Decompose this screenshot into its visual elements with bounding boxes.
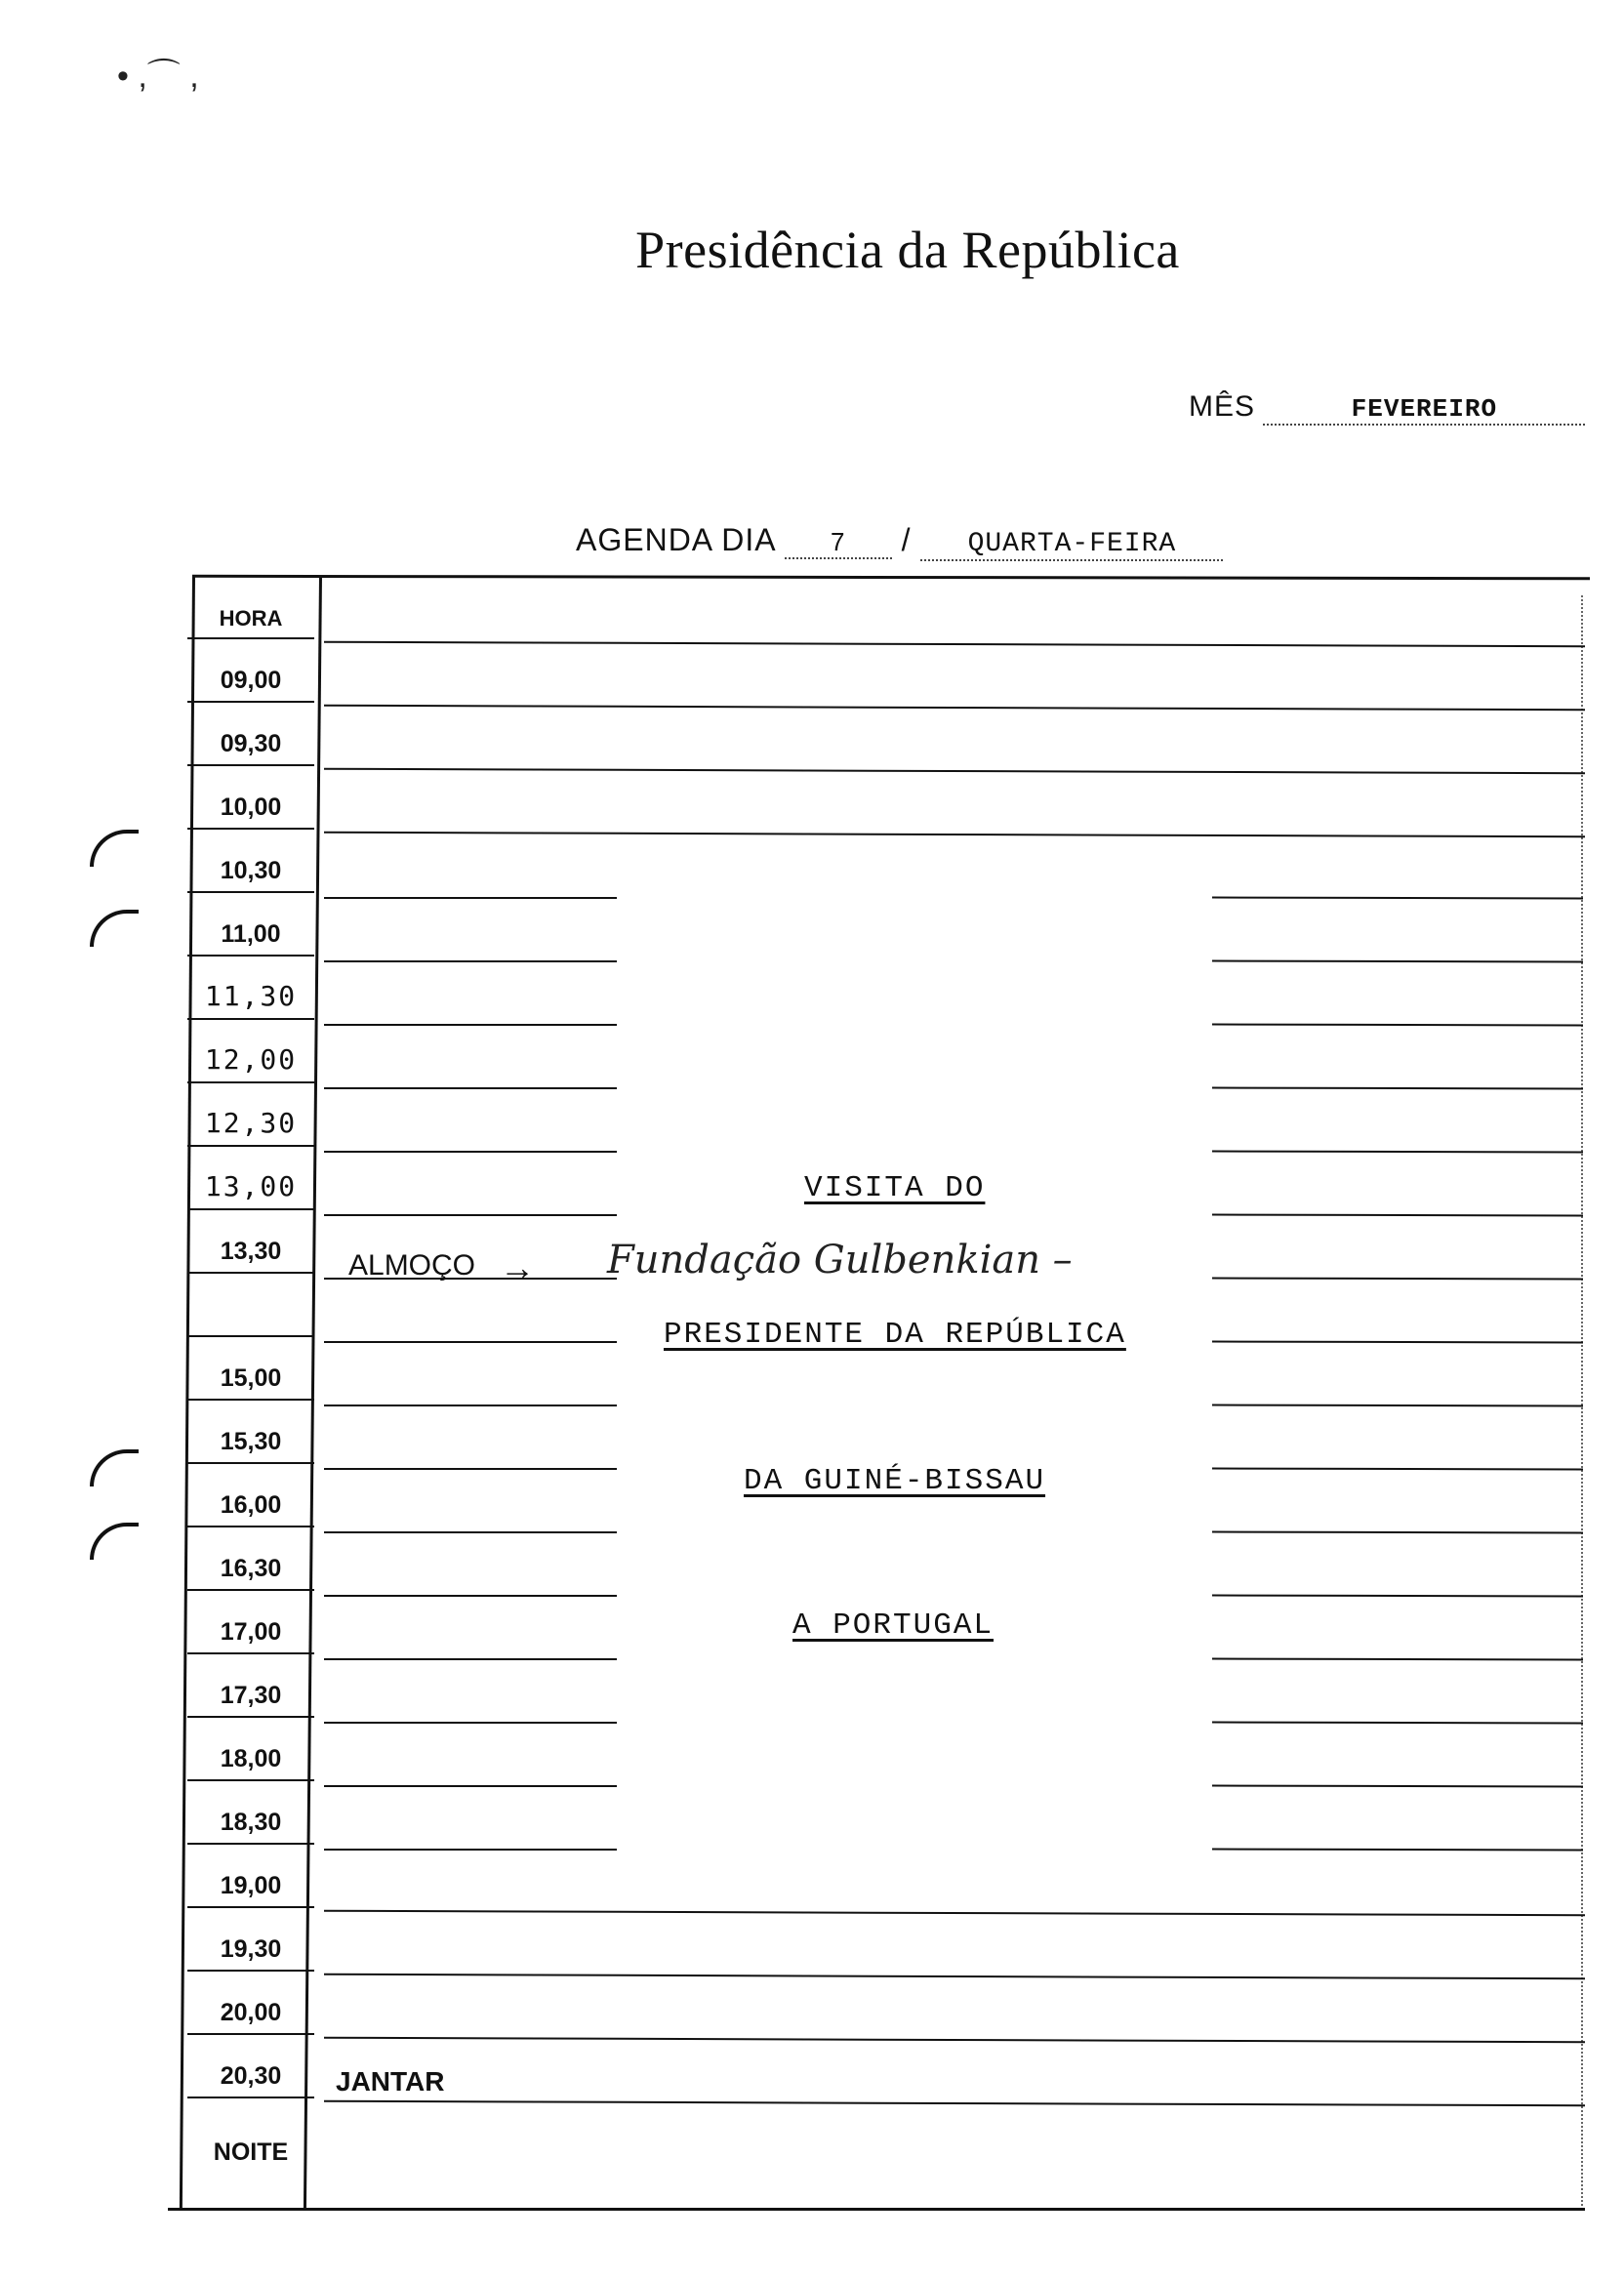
day-value: 7 — [785, 527, 892, 559]
month-label: MÊS — [1189, 390, 1256, 423]
binder-hole-mark — [90, 1523, 139, 1560]
time-label: 20,00 — [220, 1999, 282, 2026]
time-row — [168, 830, 1585, 893]
time-row — [168, 703, 1585, 766]
weekday-value: QUARTA-FEIRA — [920, 529, 1223, 561]
page-title: Presidência da República — [635, 221, 1180, 279]
agenda-label: AGENDA DIA — [576, 522, 775, 557]
binder-hole-mark — [90, 830, 139, 867]
time-row — [168, 766, 1585, 830]
time-label: 18,00 — [220, 1745, 282, 1772]
lunch-entry: ALMOÇO — [348, 1249, 476, 1282]
time-row — [168, 957, 1585, 1020]
time-label: 10,00 — [220, 794, 282, 821]
time-label: 18,30 — [220, 1809, 282, 1836]
time-row — [168, 1718, 1585, 1781]
time-label: 13,00 — [204, 1170, 298, 1202]
binder-hole-mark — [90, 1449, 139, 1486]
table-header-row — [168, 576, 1585, 639]
time-row — [168, 639, 1585, 703]
time-label: 13,30 — [220, 1238, 282, 1265]
time-row — [168, 1083, 1585, 1147]
handwritten-note: Fundação Gulbenkian – — [607, 1238, 1073, 1282]
margin-scribble: • ,⌒ , — [117, 58, 199, 95]
time-row — [168, 1527, 1585, 1591]
time-row — [168, 1845, 1585, 1908]
time-label: 20,30 — [220, 2062, 282, 2090]
time-label: 17,30 — [220, 1682, 282, 1709]
visit-line-3: DA GUINÉ-BISSAU — [744, 1464, 1046, 1498]
time-row — [168, 1401, 1585, 1464]
time-label: 09,00 — [220, 667, 282, 694]
time-row — [168, 1654, 1585, 1718]
time-label: 12,00 — [204, 1043, 298, 1076]
time-row — [168, 893, 1585, 957]
date-separator: / — [901, 522, 912, 557]
dinner-entry: JANTAR — [336, 2066, 445, 2097]
agenda-table — [168, 576, 1585, 2216]
time-row — [168, 1908, 1585, 1972]
time-label: 09,30 — [220, 730, 282, 757]
time-row — [168, 1020, 1585, 1083]
time-label: 11,30 — [204, 980, 298, 1012]
arrow-icon: → — [500, 1247, 535, 1287]
visit-line-1: VISITA DO — [804, 1171, 986, 1205]
time-label: 15,00 — [220, 1364, 282, 1392]
time-row — [168, 1781, 1585, 1845]
binder-hole-mark — [90, 910, 139, 947]
hour-column-header: HORA — [219, 606, 283, 631]
visit-line-2: PRESIDENTE DA REPÚBLICA — [664, 1318, 1126, 1352]
time-row — [168, 1972, 1585, 2035]
agenda-day-field — [576, 522, 1223, 561]
time-label: 12,30 — [204, 1107, 298, 1139]
time-label: 15,30 — [220, 1428, 282, 1455]
table-bottom-border — [168, 2208, 1585, 2211]
time-label: 19,30 — [220, 1935, 282, 1963]
visit-line-4: A PORTUGAL — [792, 1608, 995, 1643]
time-label: 11,00 — [221, 920, 281, 948]
time-row — [168, 2098, 1585, 2196]
time-label: 19,00 — [220, 1872, 282, 1899]
time-label: 16,30 — [220, 1555, 282, 1582]
time-label: NOITE — [213, 2138, 289, 2166]
month-value: FEVEREIRO — [1263, 394, 1585, 426]
time-label: 10,30 — [220, 857, 282, 884]
month-field — [1189, 390, 1585, 426]
time-label: 16,00 — [220, 1491, 282, 1519]
time-label: 17,00 — [220, 1618, 282, 1646]
